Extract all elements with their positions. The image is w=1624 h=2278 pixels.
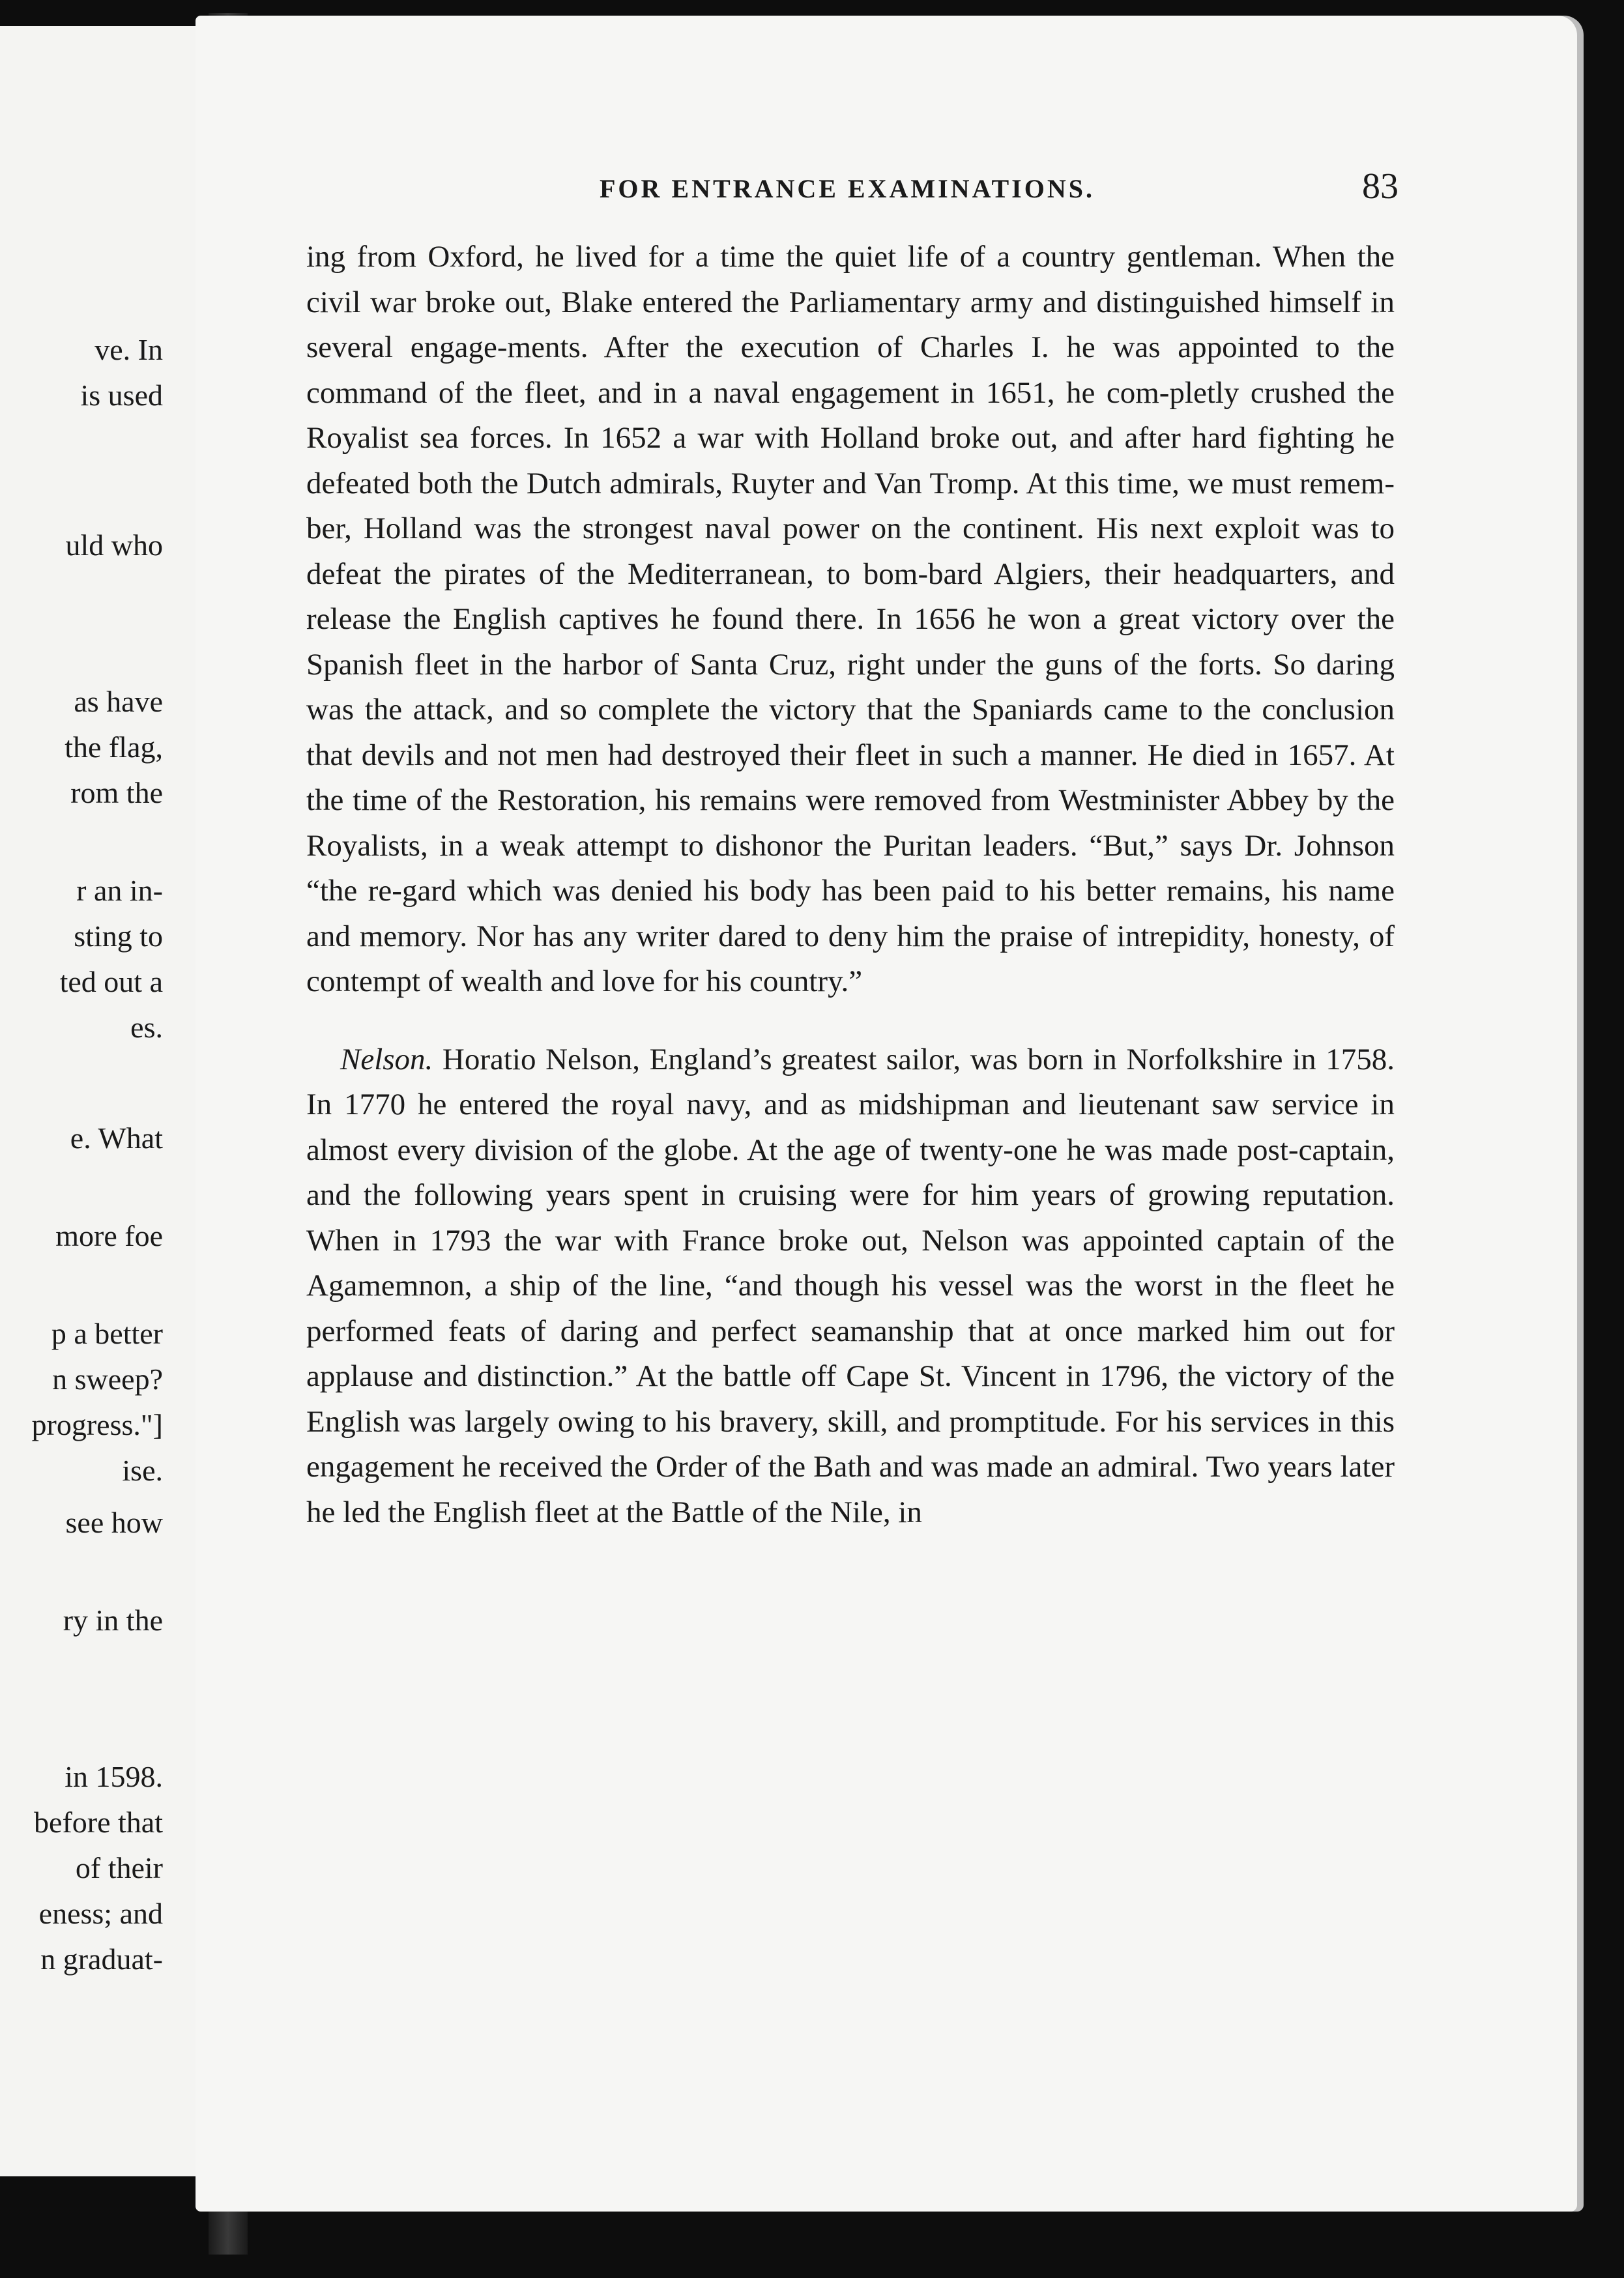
paragraph-nelson-text: Horatio Nelson, England’s greatest sailor, was born in Norfolkshire in 1758. In 1770 he entered the royal navy, and as midshipman and lieutenant saw service in almost every division of the globe. At the age of twenty-one he was made post-captain, and the following years spent in cruising were for him years of growing reputation. When in 1793 the war with France broke out, Nelson was appointed captain of the Agamemnon, a ship of the line, “and though his vessel was the worst in the fleet he performed feats of daring and perfect seamanship that at once marked him out for applause and distinction.” At the battle off Cape St. Vincent in 1796, the victory of the English was largely owing to his bravery, skill, and promptitude. For his services in this engagement he received the Order of the Bath and was made an admiral. Two years later he led the English fleet at the Battle of the Nile, in: [306, 1042, 1395, 1529]
left-fragment-line: as have: [74, 685, 163, 718]
left-fragment-line: ry in the: [63, 1604, 163, 1637]
left-fragment-line: sting to: [74, 919, 163, 953]
left-fragment-line: rom the: [70, 776, 163, 809]
left-fragment-line: e. What: [70, 1121, 163, 1155]
left-fragment-line: uld who: [65, 528, 163, 562]
left-fragment-line: ve. In: [94, 333, 163, 366]
left-fragment-line: the flag,: [65, 730, 163, 764]
left-fragment-line: eness; and: [38, 1897, 163, 1930]
section-term: Nelson.: [340, 1042, 433, 1076]
left-fragment-line: progress."]: [31, 1408, 163, 1441]
page-number: 83: [1362, 166, 1399, 207]
paragraph-blake: ing from Oxford, he lived for a time the quiet life of a country gentleman. When the civil war broke out, Blake entered the Parliamentary army and distinguished himself in several engage-ments. After the execution of Charles I. he was appointed to the command of the fleet, and in a naval engagement in 1651, he com-pletly crushed the Royalist sea forces. In 1652 a war with Holland broke out, and after hard fighting he defeated both the Dutch admirals, Ruyter and Van Tromp. At this time, we must remem-ber, Holland was the strongest naval power on the continent. His next exploit was to defeat the pirates of the Mediterranean, to bom-bard Algiers, their headquarters, and release the English captives he found there. In 1656 he won a great victory over the Spanish fleet in the harbor of Santa Cruz, right under the guns of the forts. So daring was the attack, and so complete the victory that the Spaniards came to the conclusion that devils and not men had destroyed their fleet in such a manner. He died in 1657. At the time of the Restoration, his remains were removed from Westminister Abbey by the Royalists, in a weak attempt to dishonor the Puritan leaders. “But,” says Dr. Johnson “the re-gard which was denied his body has been paid to his better remains, his name and memory. Nor has any writer dared to deny him the praise of intrepidity, honesty, of contempt of wealth and love for his country.”: [306, 240, 1395, 998]
left-fragment-line: in 1598.: [65, 1760, 163, 1793]
left-fragment-line: es.: [130, 1011, 163, 1044]
paragraph-nelson: [306, 1037, 1395, 1536]
left-fragment-line: of their: [75, 1851, 163, 1884]
previous-page-fragment: [0, 26, 212, 2176]
left-fragment-line: ted out a: [59, 965, 163, 998]
left-fragment-line: n sweep?: [52, 1362, 163, 1396]
running-head: FOR ENTRANCE EXAMINATIONS.: [600, 174, 1095, 203]
left-fragment-line: is used: [80, 379, 163, 412]
left-fragment-line: n graduat-: [40, 1942, 163, 1976]
left-fragment-line: p a better: [51, 1317, 163, 1350]
left-fragment-line: see how: [65, 1506, 163, 1539]
left-fragment-line: more foe: [55, 1219, 163, 1252]
left-fragment-line: before that: [34, 1806, 163, 1839]
left-fragment-line: ise.: [122, 1454, 163, 1487]
page-body: [306, 235, 1395, 1535]
left-fragment-line: r an in-: [76, 874, 163, 907]
page-header: [404, 163, 1408, 215]
